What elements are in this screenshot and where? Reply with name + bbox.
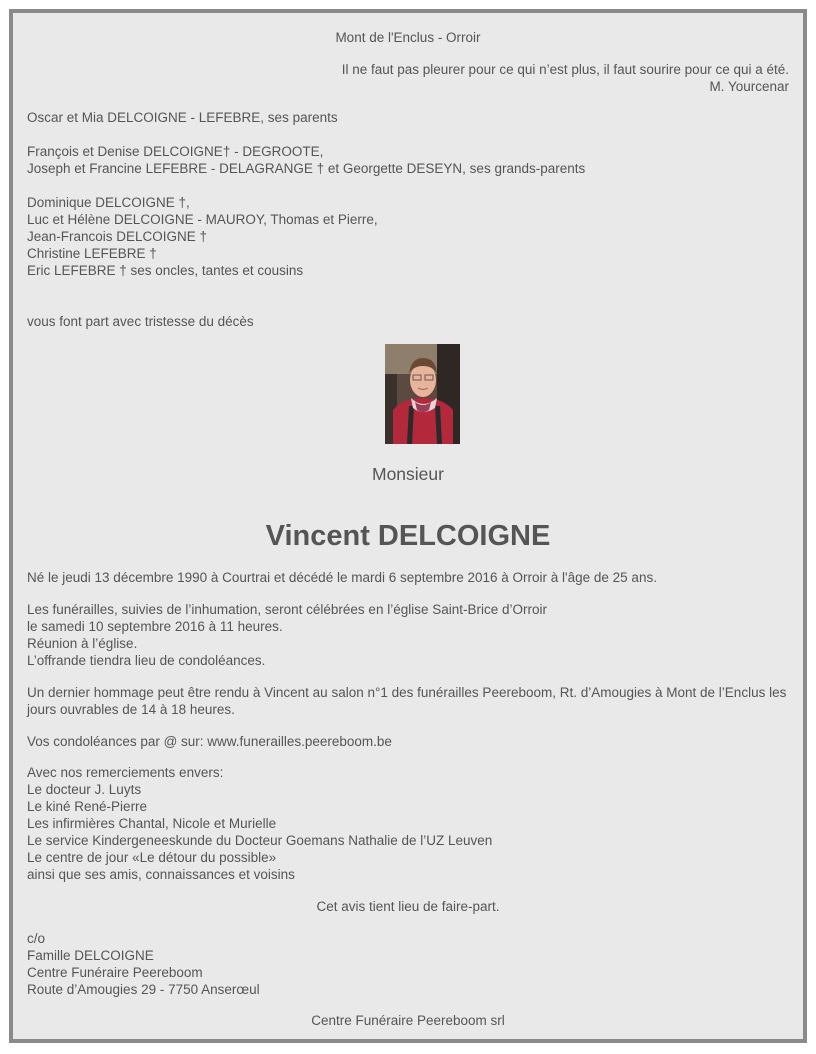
relative-line: Eric LEFEBRE † ses oncles, tantes et cousins: [27, 263, 304, 278]
thanks-list: [27, 764, 492, 883]
deceased-title: Monsieur: [372, 464, 444, 484]
place-heading: Mont de l'Enclus - Orroir: [335, 30, 481, 45]
thanks-line: Le centre de jour «Le détour du possible»: [27, 850, 277, 865]
address-block: [27, 930, 260, 998]
thanks-line: ainsi que ses amis, connaissances et voisins: [27, 867, 295, 882]
thanks-line: Le docteur J. Luyts: [27, 782, 142, 797]
obituary-card: [9, 9, 807, 1043]
address-line: Centre Funéraire Peereboom: [27, 965, 203, 980]
address-line: Route d’Amougies 29 - 7750 Anserœul: [27, 982, 260, 997]
grandparents-line-2: Joseph et Francine LEFEBRE - DELAGRANGE † et Georgette DESEYN, ses grands-parents: [27, 161, 586, 176]
funeral-line: le samedi 10 septembre 2016 à 11 heures.: [27, 619, 283, 634]
announcement-line: vous font part avec tristesse du décès: [27, 314, 254, 329]
relative-line: Christine LEFEBRE †: [27, 246, 157, 261]
address-line: Famille DELCOIGNE: [27, 948, 154, 963]
thanks-line: Les infirmières Chantal, Nicole et Murielle: [27, 816, 277, 831]
relative-line: Luc et Hélène DELCOIGNE - MAUROY, Thomas et Pierre,: [27, 212, 378, 227]
funeral-line: L’offrande tiendra lieu de condoléances.: [27, 653, 266, 668]
thanks-line: Le service Kindergeneeskunde du Docteur Goemans Nathalie de l’UZ Leuven: [27, 833, 493, 848]
notice-line: Cet avis tient lieu de faire-part.: [316, 899, 500, 914]
footer-line: Centre Funéraire Peereboom srl: [311, 1013, 505, 1028]
funeral-line: Réunion à l’église.: [27, 636, 138, 651]
relative-line: Jean-Francois DELCOIGNE †: [27, 229, 208, 244]
funeral-line: Les funérailles, suivies de l’inhumation, seront célébrées en l’église Saint-Brice d’Orroir: [27, 602, 548, 617]
funeral-details: [27, 601, 547, 669]
obituary-content: [27, 13, 789, 1039]
thanks-line: Le kiné René-Pierre: [27, 799, 148, 814]
condolences-line: Vos condoléances par @ sur: www.funerailles.peereboom.be: [27, 734, 392, 749]
birth-death-line: Né le jeudi 13 décembre 1990 à Courtrai et décédé le mardi 6 septembre 2016 à Orroir à l'âge de 25 ans.: [27, 570, 657, 585]
address-line: c/o: [27, 931, 46, 946]
relatives-list: [27, 194, 378, 279]
portrait-photo-image: [385, 344, 460, 444]
quote-text: Il ne faut pas pleurer pour ce qui n’est plus, il faut sourire pour ce qui a été.: [341, 62, 789, 77]
portrait-photo: [385, 344, 460, 444]
grandparents-line-1: François et Denise DELCOIGNE† - DEGROOTE,: [27, 144, 324, 159]
thanks-line: Avec nos remerciements envers:: [27, 765, 224, 780]
tribute-paragraph: Un dernier hommage peut être rendu à Vincent au salon n°1 des funérailles Peereboom, Rt. d’Amougies à Mont de l’Enclus les jours ouvrables de 14 à 18 heures.: [27, 685, 787, 717]
quote-author: M. Yourcenar: [709, 79, 789, 94]
parents-line: Oscar et Mia DELCOIGNE - LEFEBRE, ses parents: [27, 110, 338, 125]
relative-line: Dominique DELCOIGNE †,: [27, 195, 190, 210]
deceased-name: Vincent DELCOIGNE: [265, 520, 551, 552]
